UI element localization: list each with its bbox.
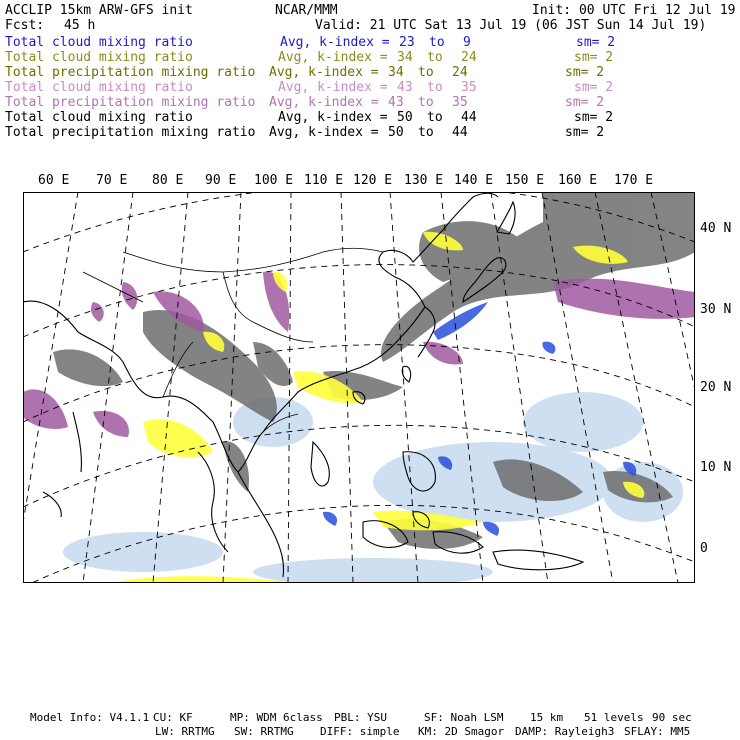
smoothing: sm= 2 [574, 50, 614, 65]
to-label: to [418, 95, 434, 110]
field-name: Total precipitation mixing ratio [5, 125, 256, 140]
cumulus-scheme: CU: KF [153, 711, 193, 724]
km-option: KM: 2D Smagor [418, 725, 505, 738]
longitude-label: 130 E [404, 173, 444, 188]
avg-label: Avg, k-index = [269, 125, 379, 140]
model-version: Model Info: V4.1.1 [30, 711, 150, 724]
longitude-label: 80 E [152, 173, 184, 188]
vertical-levels: 51 levels [584, 711, 644, 724]
longitude-label: 160 E [558, 173, 598, 188]
surface-scheme: SF: Noah LSM [424, 711, 504, 724]
longitude-label: 140 E [454, 173, 494, 188]
latitude-label: 20 N [700, 380, 732, 395]
k-start: 50 [388, 125, 404, 140]
smoothing: sm= 2 [565, 65, 605, 80]
to-label: to [429, 35, 445, 50]
latitude-label: 10 N [700, 460, 732, 475]
k-start: 23 [399, 35, 415, 50]
damping-option: DAMP: Rayleigh3 [515, 725, 615, 738]
organization-label: NCAR/MMM [275, 3, 338, 18]
k-start: 34 [388, 65, 404, 80]
to-label: to [427, 50, 443, 65]
avg-label: Avg, k-index = [278, 50, 388, 65]
to-label: to [418, 125, 434, 140]
field-name: Total precipitation mixing ratio [5, 65, 256, 80]
longitude-label: 70 E [96, 173, 128, 188]
avg-label: Avg, k-index = [269, 65, 379, 80]
smoothing: sm= 2 [574, 110, 614, 125]
microphysics-scheme: MP: WDM 6class [230, 711, 323, 724]
k-end: 35 [452, 95, 468, 110]
k-start: 43 [388, 95, 404, 110]
longitude-label: 90 E [205, 173, 237, 188]
valid-time: Valid: 21 UTC Sat 13 Jul 19 (06 JST Sun 14 Jul 19) [315, 18, 707, 33]
legend-row [5, 35, 735, 50]
avg-label: Avg, k-index = [278, 110, 388, 125]
legend-row [5, 50, 735, 65]
avg-label: Avg, k-index = [278, 80, 388, 95]
k-end: 35 [461, 80, 477, 95]
pbl-scheme: PBL: YSU [334, 711, 387, 724]
longitude-label: 170 E [614, 173, 654, 188]
longitude-label: 120 E [353, 173, 393, 188]
k-start: 43 [397, 80, 413, 95]
longitude-label: 110 E [304, 173, 344, 188]
smoothing: sm= 2 [576, 35, 616, 50]
legend-row [5, 110, 735, 125]
smoothing: sm= 2 [565, 95, 605, 110]
diffusion-scheme: DIFF: simple [320, 725, 400, 738]
longitude-label: 100 E [254, 173, 294, 188]
latitude-label: 0 [700, 541, 708, 556]
avg-label: Avg, k-index = [280, 35, 390, 50]
k-end: 9 [463, 35, 471, 50]
k-start: 50 [397, 110, 413, 125]
k-end: 44 [452, 125, 468, 140]
field-name: Total cloud mixing ratio [5, 110, 193, 125]
longitude-label: 150 E [505, 173, 545, 188]
longwave-scheme: LW: RRTMG [155, 725, 215, 738]
forecast-label: Fcst: [5, 18, 45, 33]
field-name: Total cloud mixing ratio [5, 50, 193, 65]
k-end: 24 [461, 50, 477, 65]
time-step: 90 sec [652, 711, 692, 724]
forecast-map [23, 192, 695, 583]
smoothing: sm= 2 [565, 125, 605, 140]
to-label: to [427, 110, 443, 125]
field-name: Total cloud mixing ratio [5, 80, 193, 95]
to-label: to [427, 80, 443, 95]
init-time: Init: 00 UTC Fri 12 Jul 19 [532, 3, 736, 18]
legend-row [5, 80, 735, 95]
latitude-label: 40 N [700, 221, 732, 236]
legend-row [5, 125, 735, 140]
avg-label: Avg, k-index = [269, 95, 379, 110]
latitude-label: 30 N [700, 302, 732, 317]
shortwave-scheme: SW: RRTMG [234, 725, 294, 738]
forecast-hours: 45 h [64, 18, 96, 33]
legend-row [5, 65, 735, 80]
to-label: to [418, 65, 434, 80]
field-name: Total precipitation mixing ratio [5, 95, 256, 110]
model-title: ACCLIP 15km ARW-GFS init [5, 3, 193, 18]
smoothing: sm= 2 [574, 80, 614, 95]
surface-layer-scheme: SFLAY: MM5 [624, 725, 691, 738]
longitude-label: 60 E [38, 173, 70, 188]
k-end: 44 [461, 110, 477, 125]
legend-row [5, 95, 735, 110]
grid-resolution: 15 km [530, 711, 564, 724]
k-start: 34 [397, 50, 413, 65]
k-end: 24 [452, 65, 468, 80]
field-name: Total cloud mixing ratio [5, 35, 193, 50]
